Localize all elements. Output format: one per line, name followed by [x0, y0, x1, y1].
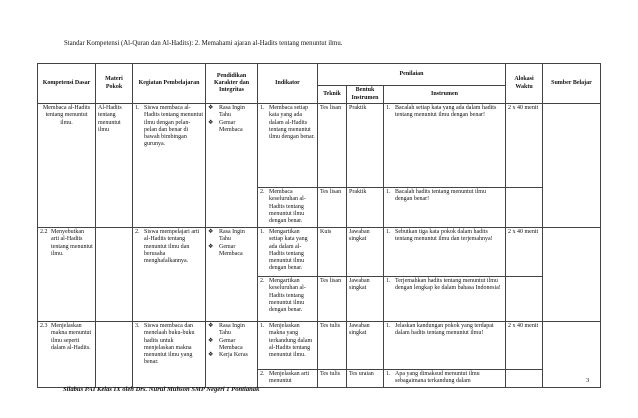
kegiatan-cell: 3. Siswa membaca dan menelaah buku-buku hadits untuk menjelaskan makna menuntut ilmu yang benar. [133, 322, 206, 388]
bentuk-cell: Praktik [347, 104, 384, 188]
alokasi-cell [506, 188, 543, 228]
kd-cell: 2.2 Menyebutkan arti al-Hadits tentang menuntut ilmu. [38, 228, 96, 322]
teknik-cell: Tes lisan [318, 277, 347, 322]
karakter-cell: ❖ Rasa Ingin Tahu ❖ Gemar Membaca [206, 104, 258, 228]
karakter-cell: ❖ Rasa Ingin Tahu ❖ Gemar Membaca [206, 228, 258, 322]
standar-kompetensi: Standar Kompetensi (Al-Quran dan Al-Hadits): 2. Memahami ajaran al-Hadits tentang menuntut ilmu. [64, 40, 343, 47]
teknik-cell: Tes lisan [318, 188, 347, 228]
teknik-cell: Kuis [318, 228, 347, 277]
diamond-bullet-icon: ❖ [208, 119, 214, 126]
indikator-cell: 1. Membaca setiap kata yang ada dalam al-Hadits tentang menuntut ilmu dengan benar. [258, 104, 318, 188]
bentuk-cell: Jawaban singkat [347, 322, 384, 370]
bentuk-cell: Praktik [347, 188, 384, 228]
alokasi-cell: 2 x 40 menit [506, 228, 543, 277]
instrumen-cell: 1. Bacalah setiap kata yang ada dalam hadits tentang menuntut ilmu dengan benar! [384, 104, 506, 188]
alokasi-cell [506, 370, 543, 388]
diamond-bullet-icon: ❖ [208, 243, 214, 250]
diamond-bullet-icon: ❖ [208, 337, 214, 344]
instrumen-cell: 1. Apa yang dimaksud menuntut ilmu sebagaimana terkandung dalam [384, 370, 506, 388]
sumber-cell [543, 228, 601, 322]
header-bentuk: Bentuk Instrumen [347, 86, 384, 104]
header-karakter: Pendidikan Karakter dan Integritas [206, 64, 258, 104]
instrumen-cell: 1. Bacalah hadits tentang menuntut ilmu dengan benar! [384, 188, 506, 228]
table-row [38, 104, 601, 188]
header-teknik: Teknik [318, 86, 347, 104]
teknik-cell: Tes tulis [318, 370, 347, 388]
footer: Silabus PAI Kelas IX oleh Drs. Nurul Muhson SMP Negeri 1 Pontianak [63, 386, 260, 393]
header-sumber: Sumber Belajar [543, 64, 601, 104]
materi-cell [96, 322, 133, 388]
kegiatan-cell: 2. Siswa mempelajari arti al-Hadits tentang menuntut ilmu dan berusaha menghafalkannya. [133, 228, 206, 322]
alokasi-cell [506, 277, 543, 322]
table-row [38, 228, 601, 277]
instrumen-cell: 1. Terjemahkan hadits tentang menuntut ilmu dengan lengkap ke dalam bahasa Indonesia! [384, 277, 506, 322]
header-penilaian: Penilaian [318, 64, 506, 86]
kd-cell: 2.3 Menjelaskan makna menuntut ilmu seperti dalam al-Hadits. [38, 322, 96, 388]
header-materi: Materi Pokok [96, 64, 133, 104]
teknik-cell: Tes tulis [318, 322, 347, 370]
sumber-cell [543, 104, 601, 228]
karakter-cell: ❖ Rasa Ingin Tahu ❖ Gemar Membaca ❖ Kerja Keras [206, 322, 258, 388]
indikator-cell: 1. Mengartikan setiap kata yang ada dalam al-Hadits tentang menuntut ilmu dengan benar. [258, 228, 318, 277]
diamond-bullet-icon: ❖ [208, 105, 214, 111]
silabus-table [37, 63, 601, 388]
teknik-cell: Tes lisan [318, 104, 347, 188]
table-row [38, 322, 601, 370]
diamond-bullet-icon: ❖ [208, 352, 214, 359]
alokasi-cell: 2 x 40 menit [506, 104, 543, 188]
kegiatan-cell: 1. Siswa membaca al-Hadits tentang menuntut ilmu dengan pelan-pelan dan benar di bawah bimbingan gurunya. [133, 104, 206, 228]
materi-cell: Al-Hadits tentang menuntut ilmu [96, 104, 133, 228]
indikator-cell: 2. Membaca keseluruhan al-Hadits tentang menuntut ilmu dengan benar. [258, 188, 318, 228]
bentuk-cell: Tes uraian [347, 370, 384, 388]
page-number: 3 [586, 377, 590, 384]
bentuk-cell: Jawaban singkat [347, 228, 384, 277]
diamond-bullet-icon: ❖ [208, 323, 214, 329]
bentuk-cell: Jawaban singkat [347, 277, 384, 322]
header-kompetensi: Kompetensi Dasar [38, 64, 96, 104]
indikator-cell: 1. Menjelaskan makna yang terkandung dalam al-Hadits tentang menuntut ilmu. [258, 322, 318, 370]
instrumen-cell: 1. Jelaskan kandungan pokok yang terdapat dalam hadits tentang menuntut ilmu! [384, 322, 506, 370]
header-instrumen: Instrumen [384, 86, 506, 104]
indikator-cell: 2. Menjelaskan arti menuntut [258, 370, 318, 388]
sumber-cell [543, 322, 601, 388]
header-kegiatan: Kegiatan Pembelajaran [133, 64, 206, 104]
instrumen-cell: 1. Sebutkan tiga kata pokok dalam hadits tentang menuntut ilmu dan terjemahnya! [384, 228, 506, 277]
materi-cell [96, 228, 133, 322]
alokasi-cell: 2 x 40 menit [506, 322, 543, 370]
header-alokasi: Alokasi Waktu [506, 64, 543, 104]
indikator-cell: 2. Mengartikan keseluruhan al-Hadits tentang menuntut ilmu dengan benar. [258, 277, 318, 322]
header-indikator: Indikator [258, 64, 318, 104]
diamond-bullet-icon: ❖ [208, 229, 214, 235]
kd-cell: Membaca al-Hadits tentang menuntut ilmu. [38, 104, 96, 228]
